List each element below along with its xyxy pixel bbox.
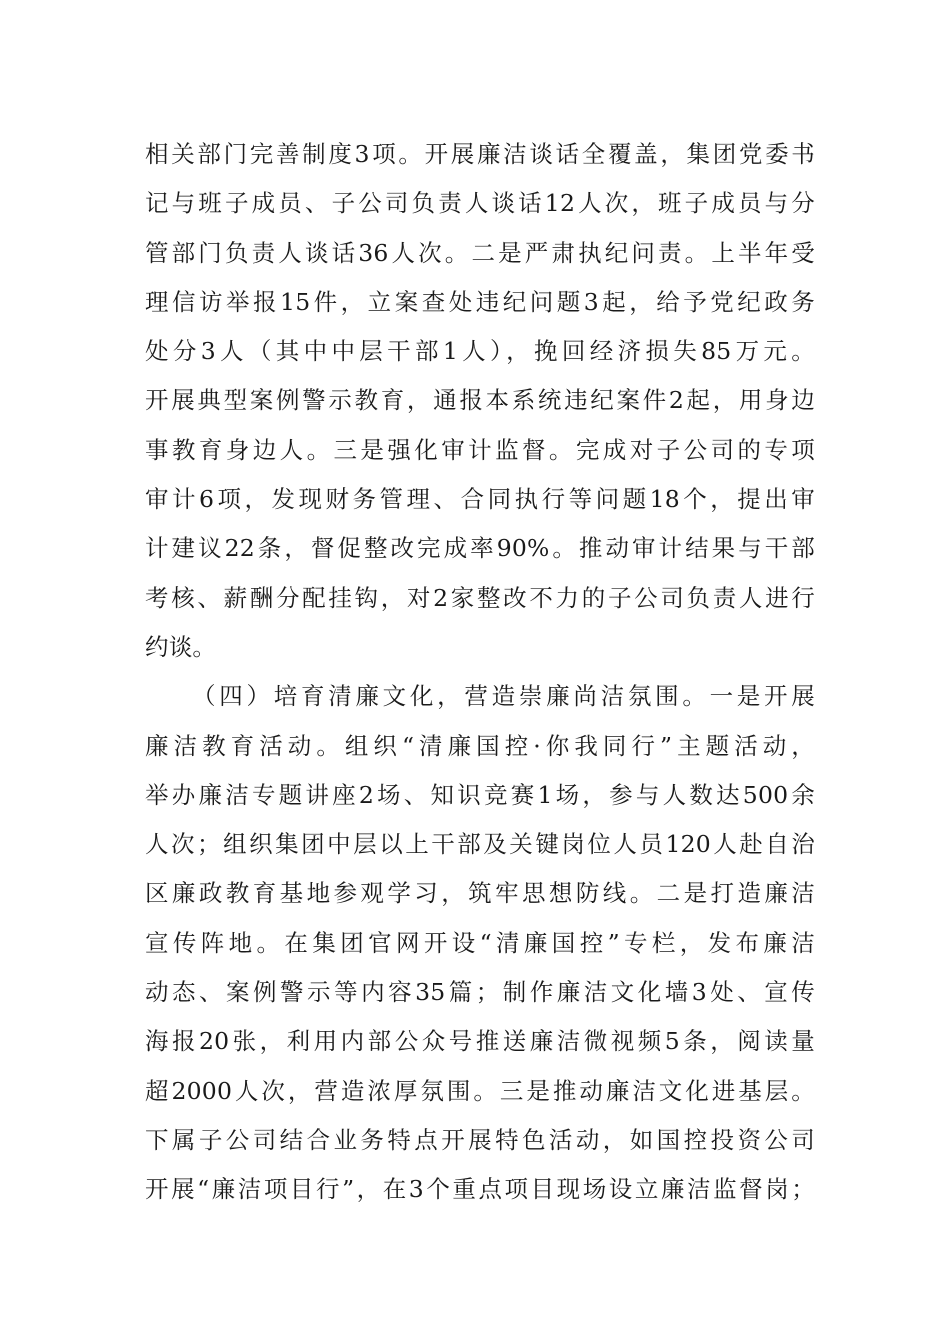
text-line: 超2000人次，营造浓厚氛围。三是推动廉洁文化进基层。 [145,1076,815,1105]
text-line: 开展“廉洁项目行”，在3个重点项目现场设立廉洁监督岗； [145,1175,815,1204]
text-line: 人次；组织集团中层以上干部及关键岗位人员120人赴自治 [145,830,815,859]
text-line: 审计6项，发现财务管理、合同执行等问题18个，提出审 [145,485,815,514]
text-line: 考核、薪酬分配挂钩，对2家整改不力的子公司负责人进行 [145,583,815,612]
text-line: 下属子公司结合业务特点开展特色活动，如国控投资公司 [145,1125,815,1154]
text-line: 开展典型案例警示教育，通报本系统违纪案件2起，用身边 [145,386,815,415]
text-line: 管部门负责人谈话36人次。二是严肃执纪问责。上半年受 [145,238,815,267]
text-line: 宣传阵地。在集团官网开设“清廉国控”专栏，发布廉洁 [145,928,815,957]
text-line: 廉洁教育活动。组织“清廉国控·你我同行”主题活动， [145,731,815,760]
text-line: 理信访举报15件，立案查处违纪问题3起，给予党纪政务 [145,287,815,316]
text-line: 处分3人（其中中层干部1人），挽回经济损失85万元。 [145,337,815,366]
text-line: 计建议22条，督促整改完成率90%。推动审计结果与干部 [145,534,815,563]
text-line: 海报20张，利用内部公众号推送廉洁微视频5条，阅读量 [145,1027,815,1056]
text-line: 记与班子成员、子公司负责人谈话12人次，班子成员与分 [145,189,815,218]
text-line: 区廉政教育基地参观学习，筑牢思想防线。二是打造廉洁 [145,879,815,908]
text-line: 动态、案例警示等内容35篇；制作廉洁文化墙3处、宣传 [145,978,815,1007]
text-line: 相关部门完善制度3项。开展廉洁谈话全覆盖，集团党委书 [145,140,815,168]
text-line: 事教育身边人。三是强化审计监督。完成对子公司的专项 [145,435,815,464]
body-text [145,130,815,1215]
text-line: 举办廉洁专题讲座2场、知识竞赛1场，参与人数达500余 [145,780,815,809]
section-heading-line: （四）培育清廉文化，营造崇廉尚洁氛围。一是开展 [192,682,815,711]
text-line: 约谈。 [145,632,217,661]
